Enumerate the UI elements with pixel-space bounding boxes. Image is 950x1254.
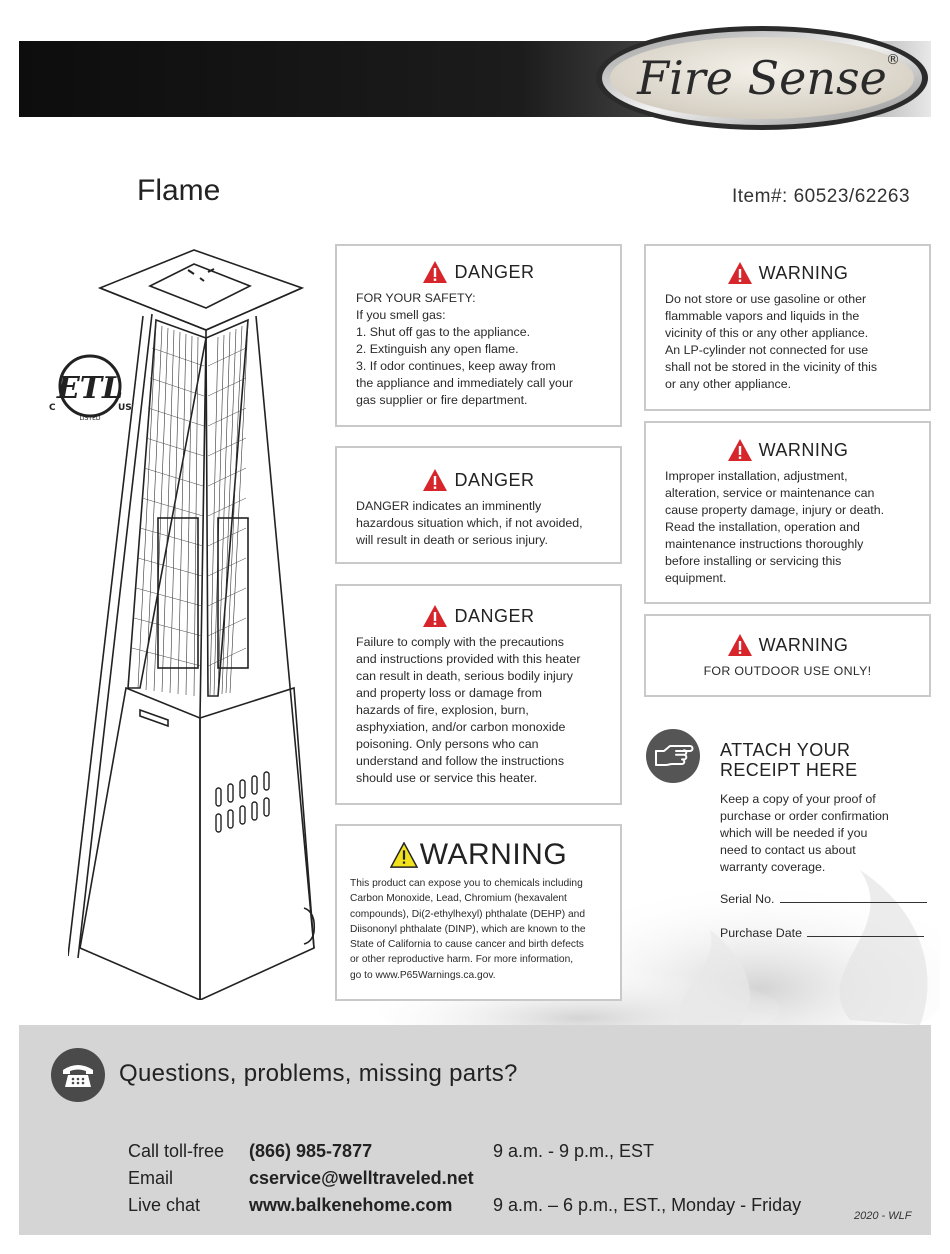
- pointing-hand-icon: [646, 729, 700, 783]
- svg-text:C: C: [49, 403, 56, 413]
- receipt-heading: ATTACH YOUR RECEIPT HERE: [720, 740, 858, 780]
- svg-text:US: US: [118, 403, 132, 413]
- document-code: 2020 - WLF: [854, 1210, 912, 1222]
- danger-heading: DANGER: [337, 604, 620, 628]
- danger-body: Failure to comply with the precautions and instructions provided with this heater can result in death, serious bodily injury and property loss or damage from hazards of fire, explosion, burn, asphyxiation, and/or carbon monoxide poisoning. Only persons who can understand and follow the instructions should use or service this heater.: [356, 635, 581, 785]
- phone-hours: 9 a.m. - 9 p.m., EST: [493, 1141, 655, 1161]
- contact-label-phone: Call toll-free: [128, 1141, 225, 1161]
- warning-heading: WARNING: [646, 438, 929, 462]
- warning-body: Improper installation, adjustment, alteration, service or maintenance can cause property damage, injury or death. Read the installation, operation and maintenance instructions thoroughly before installing or servicing this equipment.: [665, 469, 885, 585]
- contact-label-email: Email: [128, 1168, 174, 1188]
- website-link[interactable]: www.balkenehome.com: [249, 1195, 453, 1215]
- purchase-date-field: Purchase Date: [720, 926, 930, 940]
- email-link[interactable]: cservice@welltraveled.net: [249, 1168, 474, 1188]
- danger-heading: DANGER: [337, 260, 620, 284]
- danger-box-definition: [335, 446, 622, 564]
- warning-box-outdoor: [644, 614, 931, 697]
- warning-yellow-icon: [390, 842, 418, 868]
- warning-box-prop65: [335, 824, 622, 1001]
- svg-text:LISTED: LISTED: [79, 415, 101, 422]
- danger-box-gas-safety: [335, 244, 622, 427]
- danger-heading: DANGER: [337, 468, 620, 492]
- svg-text:ETL: ETL: [56, 371, 124, 406]
- chat-hours: 9 a.m. – 6 p.m., EST., Monday - Friday: [493, 1195, 802, 1215]
- warning-alert-icon: [727, 261, 753, 285]
- danger-box-precautions: [335, 584, 622, 805]
- danger-alert-icon: [422, 468, 448, 492]
- danger-body: DANGER indicates an imminently hazardous situation which, if not avoided, will result in death or serious injury.: [356, 499, 583, 547]
- warning-box-flammables: [644, 244, 931, 411]
- telephone-icon: [51, 1048, 105, 1102]
- contact-label-chat: Live chat: [128, 1195, 201, 1215]
- patio-heater-illustration: [68, 248, 338, 1000]
- contact-question: Questions, problems, missing parts?: [119, 1060, 518, 1087]
- danger-body: FOR YOUR SAFETY: If you smell gas: 1. Shut off gas to the appliance. 2. Extinguish any open flame. 3. If odor continues, keep away from the appliance and immediately call your gas supplier or fire department.: [356, 291, 573, 407]
- item-number: Item#: 60523/62263: [732, 186, 911, 207]
- warning-heading: WARNING: [337, 838, 620, 872]
- warning-body: This product can expose you to chemicals including Carbon Monoxide, Lead, Chromium (hexavalent compounds), Di(2-ethylhexyl) phthalate (DEHP) and Diisononyl phthalate (DINP), which are known to the State of California to cause cancer and birth defects or other reproductive harm. For more information, go to www.P65Warnings.ca.gov.: [350, 878, 586, 981]
- product-title: Flame: [137, 174, 221, 207]
- warning-body: Do not store or use gasoline or other flammable vapors and liquids in the vicinity of this or any other appliance. An LP-cylinder not connected for use shall not be stored in the vicinity of this or any other appliance.: [665, 292, 878, 391]
- warning-alert-icon: [727, 633, 753, 657]
- registered-mark: ®: [886, 52, 900, 68]
- serial-number-field: Serial No.: [720, 892, 930, 906]
- warning-alert-icon: [727, 438, 753, 462]
- receipt-instructions: Keep a copy of your proof of purchase or order confirmation which will be needed if you need to contact us about warranty coverage.: [720, 792, 889, 874]
- danger-alert-icon: [422, 260, 448, 284]
- danger-alert-icon: [422, 604, 448, 628]
- warning-body: FOR OUTDOOR USE ONLY!: [703, 664, 872, 678]
- brand-wordmark: Fire Sense: [637, 51, 887, 105]
- brand-logo: [590, 22, 930, 132]
- warning-heading: WARNING: [646, 633, 929, 657]
- warning-heading: WARNING: [646, 261, 929, 285]
- warning-box-installation: [644, 421, 931, 604]
- phone-number[interactable]: (866) 985-7877: [249, 1141, 373, 1161]
